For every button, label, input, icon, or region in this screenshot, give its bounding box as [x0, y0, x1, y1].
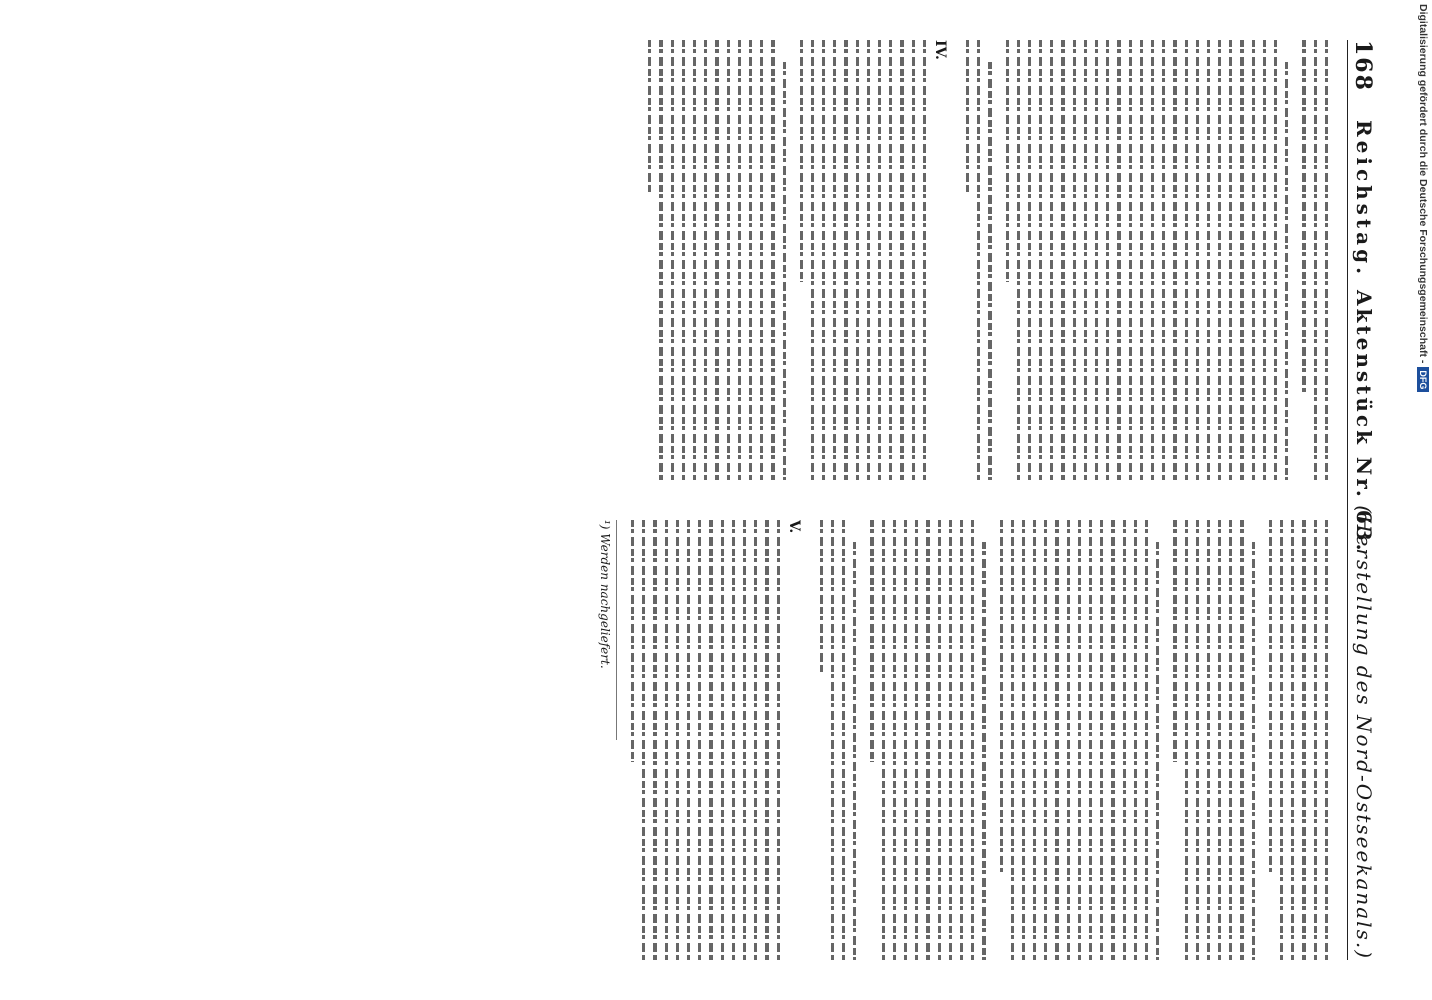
header-subject: (Herstellung des Nord-Ostseekanals.)	[1352, 505, 1376, 960]
paragraph	[631, 520, 806, 960]
page-number: 168	[1350, 40, 1376, 92]
header-title: Reichstag.	[1352, 120, 1376, 279]
paragraph	[820, 520, 857, 960]
paragraph	[1000, 520, 1160, 960]
running-header	[1347, 40, 1378, 960]
footnote: ¹) Werden nachgeliefert.	[598, 520, 617, 740]
document-reference: Aktenstück Nr. 63.	[1352, 290, 1376, 554]
paragraph	[966, 40, 992, 480]
paragraph	[1173, 520, 1255, 960]
digitization-text: Digitalisierung gefördert durch die Deutsche Forschungsgemeinschaft -	[1417, 4, 1429, 364]
section-marker: IV.	[932, 40, 948, 60]
document-page	[26, 10, 1406, 990]
dfg-logo: DFG	[1417, 367, 1429, 392]
paragraph	[800, 40, 952, 480]
paragraph	[648, 40, 785, 480]
paragraph	[871, 520, 986, 960]
paragraph	[1302, 40, 1328, 480]
digitization-notice	[1416, 4, 1430, 784]
text-column-left	[58, 40, 1328, 480]
paragraph	[1269, 520, 1328, 960]
text-column-right	[58, 520, 1328, 960]
paragraph	[1006, 40, 1289, 480]
section-marker: V.	[785, 520, 802, 534]
